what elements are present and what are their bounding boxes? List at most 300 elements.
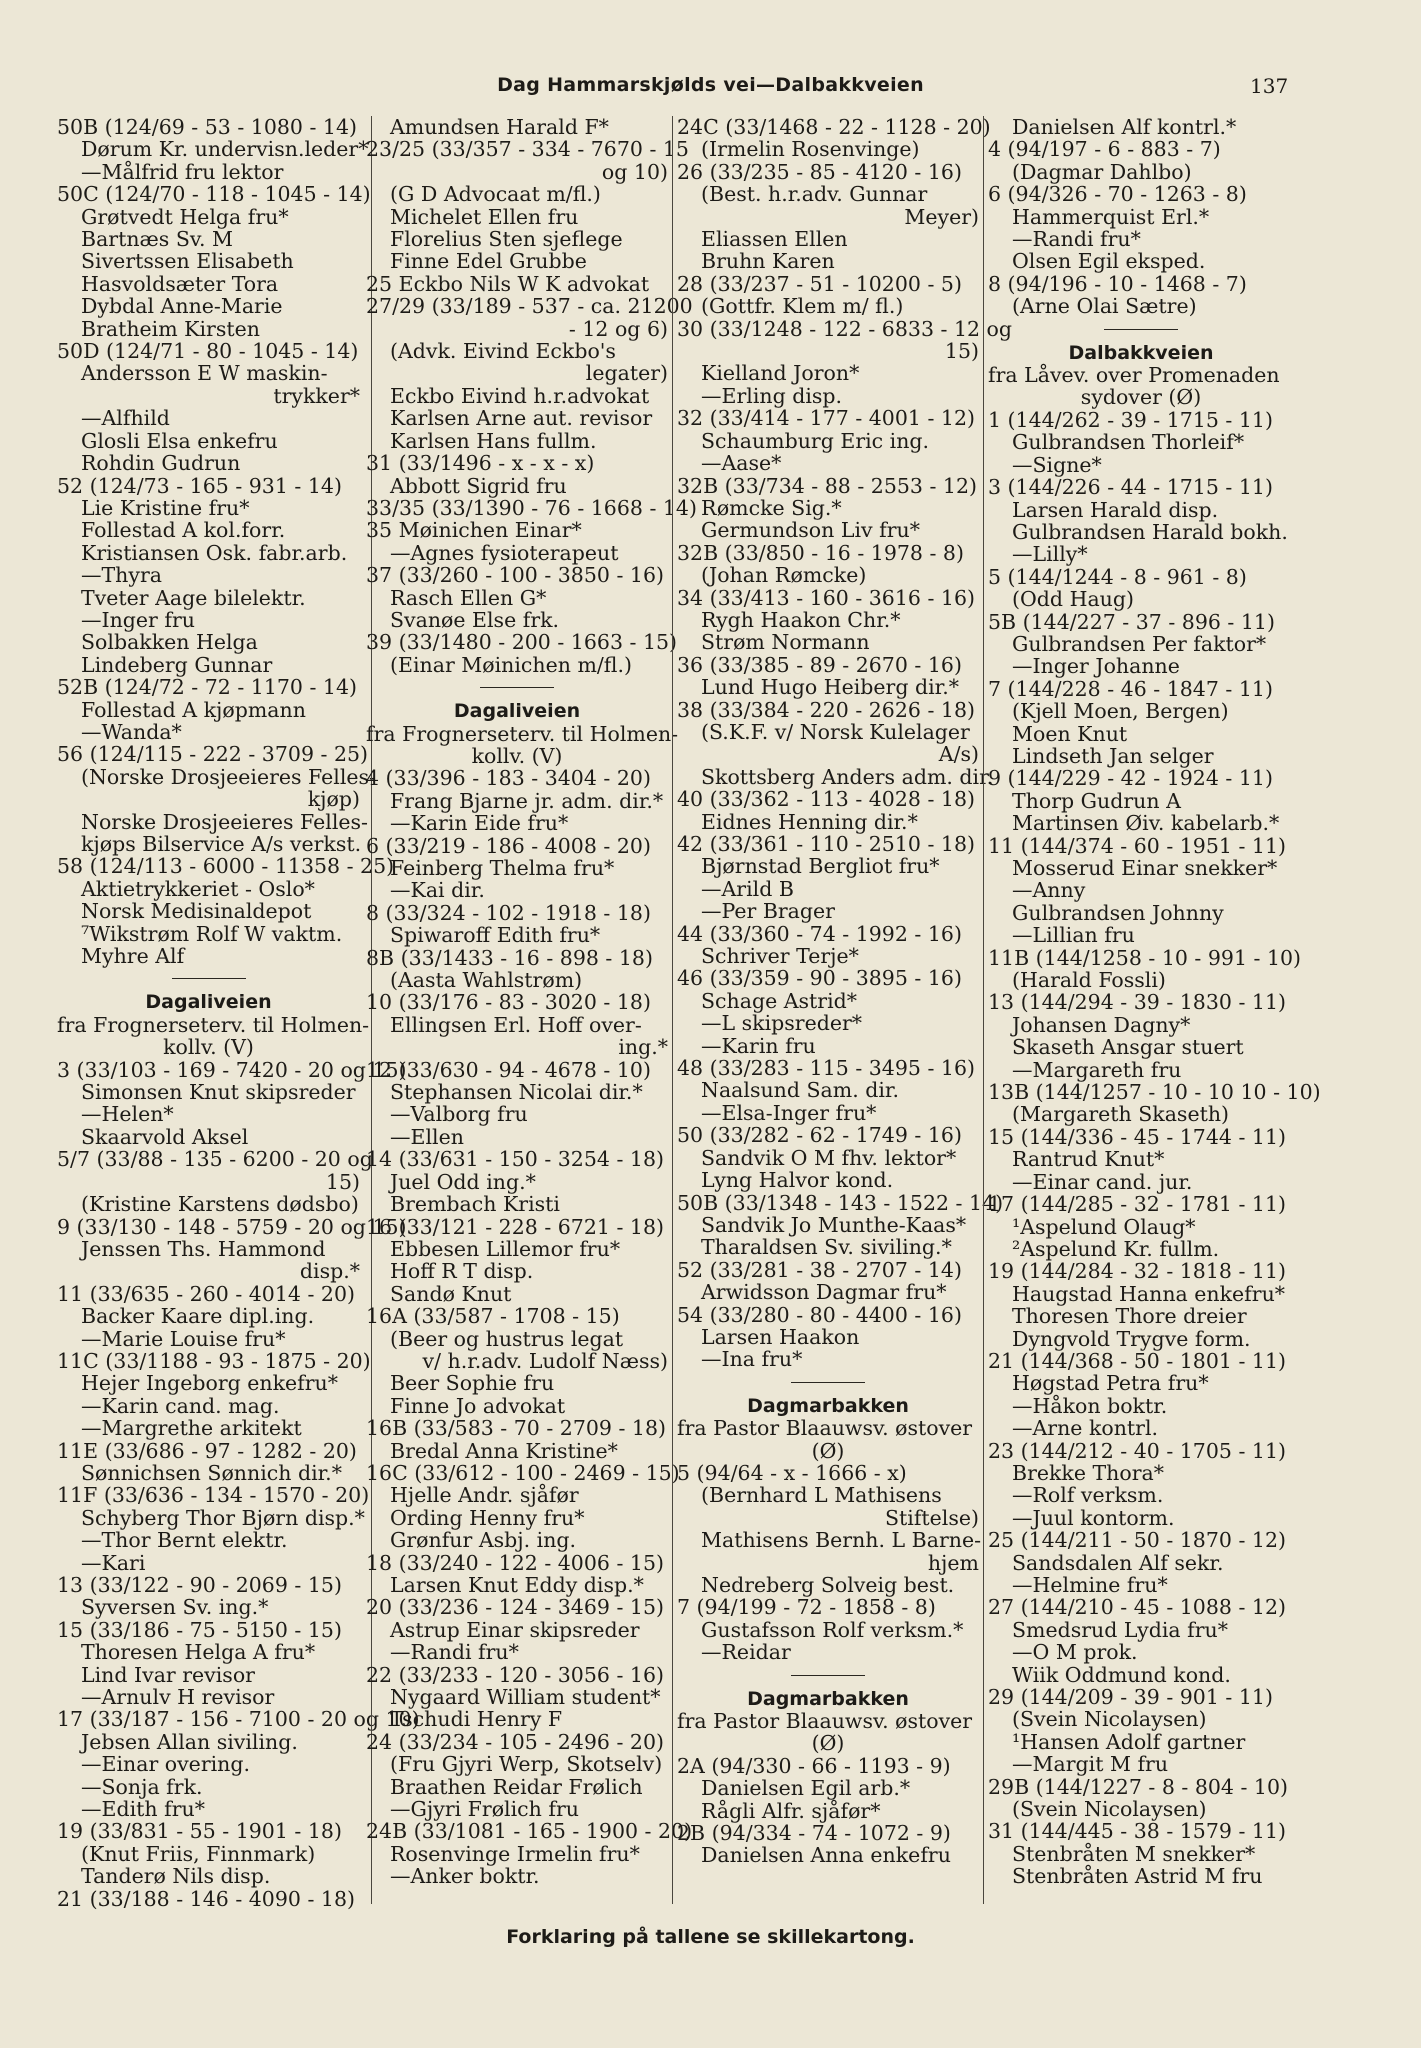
section-divider: [1104, 329, 1178, 330]
directory-line: (Irmelin Rosenvinge): [701, 137, 920, 162]
column-4: [988, 115, 1321, 1906]
directory-line: Kielland Joron*: [701, 361, 860, 386]
page-number: 137: [1250, 74, 1289, 98]
directory-line: Schyberg Thor Bjørn disp.*: [81, 1505, 365, 1530]
directory-line: —Juul kontorm.: [1012, 1505, 1175, 1530]
directory-line: Amundsen Harald F*: [390, 115, 609, 139]
directory-line: 50B (124/69 - 53 - 1080 - 14): [57, 115, 358, 139]
directory-line: 34 (33/413 - 160 - 3616 - 16): [677, 585, 975, 610]
directory-line: —Margareth fru: [1012, 1057, 1182, 1082]
directory-line: Sandø Knut: [390, 1281, 512, 1306]
directory-line: 14 (33/631 - 150 - 3254 - 18): [366, 1147, 664, 1172]
directory-line: 11F (33/636 - 134 - 1570 - 20): [57, 1483, 370, 1508]
directory-line: 20 (33/236 - 124 - 3469 - 15): [366, 1595, 664, 1620]
directory-line: 29B (144/1227 - 8 - 804 - 10): [988, 1774, 1289, 1799]
directory-line: Kristiansen Osk. fabr.arb.: [81, 540, 348, 565]
directory-line: —Randi fru*: [390, 1640, 519, 1665]
directory-line: kjøp): [307, 787, 360, 812]
directory-line: Bredal Anna Kristine*: [390, 1438, 618, 1463]
directory-line: (Beer og hustrus legat: [390, 1326, 624, 1351]
directory-line: (Bernhard L Mathisens: [701, 1483, 942, 1508]
directory-line: hjem: [927, 1550, 979, 1575]
directory-line: Nygaard William student*: [390, 1685, 661, 1710]
directory-line: Sandsdalen Alf sekr.: [1012, 1550, 1224, 1575]
directory-line: Glosli Elsa enkefru: [81, 428, 278, 453]
directory-line: Tanderø Nils disp.: [81, 1864, 271, 1889]
directory-line: 32B (33/734 - 88 - 2553 - 12): [677, 473, 978, 498]
directory-line: Sivertssen Elisabeth: [81, 249, 294, 274]
directory-line: 35 Møinichen Einar*: [366, 518, 582, 543]
directory-line: Dørum Kr. undervisn.leder*: [81, 137, 369, 162]
directory-line: Dyngvold Trygve form.: [1012, 1326, 1251, 1351]
page-title: Dag Hammarskjølds vei—Dalbakkveien: [497, 74, 924, 96]
directory-line: Michelet Ellen fru: [390, 204, 579, 229]
directory-line: —Anny: [1012, 878, 1086, 903]
column-divider: [983, 116, 984, 1904]
directory-line: 15 (33/186 - 75 - 5150 - 15): [57, 1617, 342, 1642]
directory-line: v/ h.r.adv. Ludolf Næss): [422, 1348, 668, 1373]
directory-line: fra Pastor Blaauwsv. østover: [677, 1709, 973, 1734]
directory-line: —Marie Louise fru*: [81, 1326, 286, 1351]
directory-line: 23/25 (33/357 - 334 - 7670 - 15: [366, 137, 689, 162]
directory-line: Thorp Gudrun A: [1012, 788, 1181, 813]
directory-line: Bjørnstad Bergliot fru*: [701, 854, 940, 879]
directory-line: sydover (Ø): [1080, 385, 1202, 410]
directory-line: (Ø): [811, 1438, 845, 1463]
directory-line: 38 (33/384 - 220 - 2626 - 18): [677, 697, 975, 722]
directory-line: 25 Eckbo Nils W K advokat: [366, 271, 650, 296]
directory-line: Sandvik O M fhv. lektor*: [701, 1145, 957, 1170]
directory-line: 6 (94/326 - 70 - 1263 - 8): [988, 182, 1247, 207]
directory-line: 36 (33/385 - 89 - 2670 - 16): [677, 652, 962, 677]
directory-line: Smedsrud Lydia fru*: [1012, 1617, 1228, 1642]
directory-line: Mathisens Bernh. L Barne-: [701, 1528, 982, 1553]
directory-line: A/s): [938, 742, 979, 767]
directory-line: (Norske Drosjeeieres Felles-: [81, 764, 376, 789]
directory-line: —Wanda*: [81, 719, 182, 744]
directory-line: Syversen Sv. ing.*: [81, 1595, 269, 1620]
directory-line: (Ø): [811, 1731, 845, 1756]
directory-line: 16 (33/121 - 228 - 6721 - 18): [366, 1214, 664, 1239]
directory-line: Lie Kristine fru*: [81, 495, 250, 520]
directory-line: 2B (94/334 - 74 - 1072 - 9): [677, 1821, 951, 1846]
directory-line: 4 (33/396 - 183 - 3404 - 20): [366, 766, 651, 791]
directory-line: 26 (33/235 - 85 - 4120 - 16): [677, 159, 962, 184]
directory-line: 19 (33/831 - 55 - 1901 - 18): [57, 1819, 342, 1844]
directory-line: (Fru Gjyri Werp, Skotselv): [390, 1752, 663, 1777]
directory-line: —Rolf verksm.: [1012, 1483, 1164, 1508]
directory-line: 7 (144/228 - 46 - 1847 - 11): [988, 676, 1273, 701]
directory-line: Brembach Kristi: [390, 1192, 560, 1217]
directory-line: (Knut Friis, Finnmark): [81, 1841, 316, 1866]
directory-line: kollv. (V): [471, 743, 563, 768]
directory-line: Svanøe Else frk.: [390, 607, 560, 632]
directory-line: 30 (33/1248 - 122 - 6833 - 12 og: [677, 316, 1013, 341]
directory-line: 56 (124/115 - 222 - 3709 - 25): [57, 742, 369, 767]
directory-line: —Karin cand. mag.: [81, 1393, 280, 1418]
directory-line: 54 (33/280 - 80 - 4400 - 16): [677, 1302, 962, 1327]
directory-line: Rantrud Knut*: [1012, 1147, 1165, 1172]
directory-line: —Ina fru*: [701, 1347, 803, 1372]
directory-line: 19 (144/284 - 32 - 1818 - 11): [988, 1259, 1286, 1284]
directory-line: Beer Sophie fru: [390, 1371, 555, 1396]
directory-line: (Advk. Eivind Eckbo's: [390, 339, 616, 364]
directory-line: Finne Jo advokat: [390, 1393, 566, 1418]
directory-line: (Aasta Wahlstrøm): [390, 968, 583, 993]
directory-line: Grøtvedt Helga fru*: [81, 204, 289, 229]
directory-line: trykker*: [273, 383, 360, 408]
directory-line: ⁷Wikstrøm Rolf W vaktm.: [81, 921, 343, 946]
directory-line: Lindseth Jan selger: [1012, 743, 1214, 768]
directory-line: Florelius Sten sjeflege: [390, 227, 623, 252]
directory-line: —Margrethe arkitekt: [81, 1416, 302, 1441]
directory-line: Johansen Dagny*: [1012, 1012, 1191, 1037]
column-3: [677, 115, 1013, 1906]
directory-line: 40 (33/362 - 113 - 4028 - 18): [677, 787, 975, 812]
directory-line: Aktietrykkeriet - Oslo*: [81, 876, 315, 901]
directory-line: —Lilly*: [1012, 542, 1088, 567]
directory-line: 17 (144/285 - 32 - 1781 - 11): [988, 1192, 1286, 1217]
directory-line: 17 (33/187 - 156 - 7100 - 20 og 10): [57, 1707, 420, 1732]
directory-line: Sønnichsen Sønnich dir.*: [81, 1460, 342, 1485]
directory-line: 8B (33/1433 - 16 - 898 - 18): [366, 945, 653, 970]
directory-line: —Håkon boktr.: [1012, 1393, 1168, 1418]
directory-line: —Karin Eide fru*: [390, 811, 569, 836]
directory-line: Rasch Ellen G*: [390, 585, 547, 610]
directory-line: 11 (33/635 - 260 - 4014 - 20): [57, 1281, 355, 1306]
directory-line: Germundson Liv fru*: [701, 518, 920, 543]
directory-line: —Gjyri Frølich fru: [390, 1797, 579, 1822]
directory-line: Solbakken Helga: [81, 630, 258, 655]
directory-line: 23 (144/212 - 40 - 1705 - 11): [988, 1438, 1286, 1463]
directory-line: 52B (124/72 - 72 - 1170 - 14): [57, 675, 358, 700]
directory-line: 11E (33/686 - 97 - 1282 - 20): [57, 1438, 357, 1463]
directory-line: fra Pastor Blaauwsv. østover: [677, 1416, 973, 1441]
directory-line: Tschudi Henry F: [390, 1707, 563, 1732]
directory-line: 44 (33/360 - 74 - 1992 - 16): [677, 921, 962, 946]
column-1: [57, 115, 420, 1911]
directory-line: 50D (124/71 - 80 - 1045 - 14): [57, 339, 359, 364]
directory-line: —Erling disp.: [701, 383, 843, 408]
directory-line: 2A (94/330 - 66 - 1193 - 9): [677, 1753, 951, 1778]
directory-line: —Arnulv H revisor: [81, 1685, 275, 1710]
directory-line: —Ellen: [390, 1124, 464, 1149]
directory-line: Hejer Ingeborg enkefru*: [81, 1371, 339, 1396]
directory-line: ²Aspelund Kr. fullm.: [1012, 1236, 1220, 1261]
directory-line: Frang Bjarne jr. adm. dir.*: [390, 788, 664, 813]
directory-line: Olsen Egil eksped.: [1012, 249, 1206, 274]
directory-line: —Agnes fysioterapeut: [390, 540, 619, 565]
directory-line: 24 (33/234 - 105 - 2496 - 20): [366, 1729, 664, 1754]
directory-line: Gulbrandsen Harald bokh.: [1012, 519, 1288, 544]
directory-line: Sandvik Jo Munthe-Kaas*: [701, 1212, 967, 1237]
directory-line: Strøm Normann: [701, 630, 870, 655]
directory-line: 13 (33/122 - 90 - 2069 - 15): [57, 1573, 342, 1597]
directory-line: Backer Kaare dipl.ing.: [81, 1304, 315, 1329]
directory-line: 5/7 (33/88 - 135 - 6200 - 20 og: [57, 1147, 373, 1172]
directory-line: Lindeberg Gunnar: [81, 652, 273, 677]
directory-line: 32B (33/850 - 16 - 1978 - 8): [677, 540, 964, 565]
directory-line: —Helmine fru*: [1012, 1573, 1168, 1597]
directory-line: Arwidsson Dagmar fru*: [701, 1280, 947, 1305]
directory-line: 9 (33/130 - 148 - 5759 - 20 og 15): [57, 1214, 407, 1239]
directory-line: Eckbo Eivind h.r.advokat: [390, 383, 650, 408]
directory-line: —Thyra: [81, 563, 162, 588]
directory-line: Larsen Harald disp.: [1012, 497, 1219, 522]
section-divider: [480, 687, 554, 688]
directory-line: —Inger fru: [81, 607, 195, 632]
directory-line: Hoff R T disp.: [390, 1259, 534, 1284]
directory-line: (Einar Møinichen m/fl.): [390, 652, 632, 677]
directory-line: 50 (33/282 - 62 - 1749 - 16): [677, 1123, 962, 1148]
directory-line: Gustafsson Rolf verksm.*: [701, 1617, 964, 1642]
directory-line: 11C (33/1188 - 93 - 1875 - 20): [57, 1348, 371, 1373]
directory-line: 12 (33/630 - 94 - 4678 - 10): [366, 1057, 651, 1082]
directory-line: (G D Advocaat m/fl.): [390, 182, 601, 207]
directory-line: Lund Hugo Heiberg dir.*: [701, 675, 959, 700]
directory-line: Grønfur Asbj. ing.: [390, 1528, 577, 1553]
directory-line: 9 (144/229 - 42 - 1924 - 11): [988, 766, 1273, 791]
directory-line: —Einar overing.: [81, 1752, 251, 1777]
directory-line: Rosenvinge Irmelin fru*: [390, 1841, 640, 1866]
directory-line: 52 (124/73 - 165 - 931 - 14): [57, 473, 342, 498]
directory-line: 33/35 (33/1390 - 76 - 1668 - 14): [366, 495, 697, 520]
directory-line: 25 (144/211 - 50 - 1870 - 12): [988, 1528, 1286, 1553]
directory-line: (Johan Rømcke): [701, 563, 867, 588]
directory-line: Finne Edel Grubbe: [390, 249, 587, 274]
directory-line: 15 (144/336 - 45 - 1744 - 11): [988, 1124, 1286, 1149]
directory-line: 8 (33/324 - 102 - 1918 - 18): [366, 900, 651, 925]
directory-line: Ellingsen Erl. Hoff over-: [390, 1012, 642, 1037]
directory-line: kjøps Bilservice A/s verkst.: [81, 832, 362, 856]
directory-line: Gulbrandsen Per faktor*: [1012, 631, 1267, 656]
directory-line: Schage Astrid*: [701, 988, 858, 1013]
directory-line: 24B (33/1081 - 165 - 1900 - 20): [366, 1819, 693, 1844]
directory-line: —Aase*: [701, 451, 782, 476]
directory-line: 11B (144/1258 - 10 - 991 - 10): [988, 945, 1302, 970]
directory-line: Schriver Terje*: [701, 944, 859, 969]
directory-line: Rygh Haakon Chr.*: [701, 607, 901, 632]
directory-line: (Harald Fossli): [1012, 968, 1166, 993]
directory-line: 13B (144/1257 - 10 - 10 10 - 10): [988, 1080, 1321, 1105]
directory-line: kollv. (V): [163, 1035, 254, 1060]
directory-line: 27/29 (33/189 - 537 - ca. 21200: [366, 294, 693, 319]
directory-line: —Helen*: [81, 1102, 174, 1127]
directory-line: Norsk Medisinaldepot: [81, 899, 312, 924]
directory-line: Gulbrandsen Johnny: [1012, 900, 1224, 925]
directory-line: Spiwaroff Edith fru*: [390, 923, 601, 948]
directory-line: Follestad A kjøpmann: [81, 697, 306, 722]
directory-line: Skaarvold Aksel: [81, 1124, 249, 1149]
directory-line: Ebbesen Lillemor fru*: [390, 1236, 621, 1261]
directory-line: Hjelle Andr. sjåfør: [390, 1483, 579, 1508]
directory-line: Feinberg Thelma fru*: [390, 856, 615, 880]
directory-line: 42 (33/361 - 110 - 2510 - 18): [677, 832, 975, 856]
directory-line: Ording Henny fru*: [390, 1505, 585, 1530]
directory-line: ing.*: [618, 1035, 668, 1060]
directory-line: 48 (33/283 - 115 - 3495 - 16): [677, 1056, 975, 1081]
directory-line: Hammerquist Erl.*: [1012, 204, 1210, 229]
directory-line: —Signe*: [1012, 452, 1102, 477]
directory-line: Eidnes Henning dir.*: [701, 809, 918, 834]
directory-line: Karlsen Hans fullm.: [390, 428, 597, 453]
directory-line: Danielsen Egil arb.*: [701, 1776, 911, 1801]
directory-line: 3 (33/103 - 169 - 7420 - 20 og 15): [57, 1057, 407, 1082]
directory-line: 28 (33/237 - 51 - 10200 - 5): [677, 271, 962, 296]
directory-line: Hasvoldsæter Tora: [81, 271, 279, 296]
directory-line: —Kari: [81, 1550, 146, 1575]
directory-line: 6 (33/219 - 186 - 4008 - 20): [366, 833, 651, 858]
directory-line: Rågli Alfr. sjåfør*: [701, 1798, 881, 1823]
directory-line: —Edith fru*: [81, 1797, 205, 1822]
directory-line: —Thor Bernt elektr.: [81, 1528, 288, 1553]
directory-line: Eliassen Ellen: [701, 227, 848, 252]
directory-line: 27 (144/210 - 45 - 1088 - 12): [988, 1595, 1286, 1620]
directory-line: 7 (94/199 - 72 - 1858 - 8): [677, 1595, 936, 1620]
directory-line: Martinsen Øiv. kabelarb.*: [1012, 811, 1280, 836]
directory-line: —Sonja frk.: [81, 1774, 203, 1799]
directory-line: Myhre Alf: [81, 944, 185, 969]
directory-line: Larsen Haakon: [701, 1324, 860, 1349]
directory-line: ¹Aspelund Olaug*: [1012, 1214, 1196, 1239]
directory-line: legater): [585, 361, 668, 386]
directory-line: —Målfrid fru lektor: [81, 159, 284, 184]
directory-line: Rømcke Sig.*: [701, 495, 842, 520]
directory-line: Meyer): [904, 204, 979, 229]
directory-line: Tveter Aage bilelektr.: [81, 585, 306, 610]
directory-line: disp.*: [299, 1259, 360, 1284]
directory-line: Skaseth Ansgar stuert: [1012, 1035, 1244, 1060]
directory-line: Norske Drosjeeieres Felles-: [81, 809, 368, 834]
directory-line: Jebsen Allan siviling.: [81, 1729, 298, 1754]
directory-line: Astrup Einar skipsreder: [390, 1617, 640, 1642]
directory-line: Danielsen Alf kontrl.*: [1012, 115, 1237, 139]
directory-line: (Arne Olai Sætre): [1012, 294, 1197, 319]
directory-line: —Karin fru: [701, 1033, 816, 1058]
directory-line: Lyng Halvor kond.: [701, 1168, 894, 1193]
directory-line: Karlsen Arne aut. revisor: [390, 406, 653, 431]
street-heading: Dagaliveien: [145, 991, 272, 1014]
directory-line: Follestad A kol.forr.: [81, 518, 286, 543]
directory-line: 37 (33/260 - 100 - 3850 - 16): [366, 563, 664, 588]
directory-line: fra Frognerseterv. til Holmen-: [366, 721, 679, 746]
directory-line: Bruhn Karen: [701, 249, 835, 274]
directory-line: 29 (144/209 - 39 - 901 - 11): [988, 1685, 1273, 1710]
column-2: [366, 115, 697, 1906]
directory-line: —Per Brager: [701, 899, 835, 924]
directory-line: —Einar cand. jur.: [1012, 1169, 1193, 1194]
column-divider: [672, 116, 673, 1904]
directory-line: 5 (144/1244 - 8 - 961 - 8): [988, 564, 1247, 589]
directory-line: 1 (144/262 - 39 - 1715 - 11): [988, 407, 1273, 432]
directory-line: 16C (33/612 - 100 - 2469 - 15): [366, 1460, 680, 1485]
directory-line: Haugstad Hanna enkefru*: [1012, 1281, 1286, 1306]
directory-line: (Margareth Skaseth): [1012, 1102, 1230, 1127]
directory-line: 58 (124/113 - 6000 - 11358 - 25): [57, 854, 395, 879]
directory-line: 31 (144/445 - 38 - 1579 - 11): [988, 1819, 1286, 1844]
directory-line: (S.K.F. v/ Norsk Kulelager: [701, 719, 970, 744]
street-heading: Dagmarbakken: [747, 1687, 909, 1710]
directory-line: Naalsund Sam. dir.: [701, 1078, 899, 1103]
directory-line: Andersson E W maskin-: [81, 361, 328, 386]
directory-line: (Odd Haug): [1012, 587, 1134, 612]
section-divider: [172, 978, 246, 979]
directory-line: Stephansen Nicolai dir.*: [390, 1080, 643, 1105]
directory-line: 50C (124/70 - 118 - 1045 - 14): [57, 182, 371, 207]
directory-line: Wiik Oddmund kond.: [1012, 1662, 1231, 1687]
directory-line: —O M prok.: [1012, 1640, 1138, 1665]
directory-line: Abbott Sigrid fru: [390, 473, 567, 498]
directory-line: —Arild B: [701, 876, 794, 901]
section-divider: [791, 1382, 865, 1383]
directory-line: Mosserud Einar snekker*: [1012, 856, 1278, 880]
directory-line: Høgstad Petra fru*: [1012, 1371, 1209, 1396]
directory-line: —Alfhild: [81, 406, 170, 431]
directory-line: Rohdin Gudrun: [81, 451, 241, 476]
directory-line: (Best. h.r.adv. Gunnar: [701, 182, 928, 207]
directory-line: Stenbråten M snekker*: [1012, 1841, 1256, 1866]
footer-note: Forklaring på tallene se skillekartong.: [506, 1926, 915, 1948]
directory-line: 8 (94/196 - 10 - 1468 - 7): [988, 271, 1247, 296]
directory-line: 31 (33/1496 - x - x - x): [366, 451, 595, 476]
directory-line: ¹Hansen Adolf gartner: [1012, 1729, 1246, 1754]
directory-line: Tharaldsen Sv. siviling.*: [701, 1235, 952, 1260]
directory-line: (Kjell Moen, Bergen): [1012, 699, 1229, 724]
directory-line: Jenssen Ths. Hammond: [81, 1236, 326, 1261]
directory-line: 24C (33/1468 - 22 - 1128 - 20): [677, 115, 991, 139]
section-divider: [791, 1675, 865, 1676]
directory-line: 21 (33/188 - 146 - 4090 - 18): [57, 1886, 355, 1911]
directory-line: Thoresen Thore dreier: [1012, 1304, 1247, 1329]
directory-line: 39 (33/1480 - 200 - 1663 - 15): [366, 630, 678, 655]
directory-line: 5 (94/64 - x - 1666 - x): [677, 1460, 907, 1485]
directory-line: 15): [325, 1169, 360, 1194]
directory-line: —Valborg fru: [390, 1102, 528, 1127]
directory-line: —Elsa-Inger fru*: [701, 1100, 877, 1125]
directory-line: 22 (33/233 - 120 - 3056 - 16): [366, 1662, 664, 1687]
directory-line: Larsen Knut Eddy disp.*: [390, 1573, 644, 1597]
directory-line: (Dagmar Dahlbo): [1012, 159, 1192, 184]
directory-line: —Lillian fru: [1012, 923, 1135, 948]
directory-line: 16B (33/583 - 70 - 2709 - 18): [366, 1416, 667, 1441]
directory-line: Dybdal Anne-Marie: [81, 294, 283, 319]
directory-line: Simonsen Knut skipsreder: [81, 1080, 356, 1105]
directory-line: Lind Ivar revisor: [81, 1662, 255, 1687]
street-heading: Dalbakkveien: [1068, 341, 1214, 364]
directory-line: Schaumburg Eric ing.: [701, 428, 930, 453]
directory-line: Danielsen Anna enkefru: [701, 1843, 951, 1868]
directory-line: 18 (33/240 - 122 - 4006 - 15): [366, 1550, 664, 1575]
directory-line: (Svein Nicolaysen): [1012, 1707, 1207, 1732]
directory-line: —Reidar: [701, 1640, 791, 1665]
directory-line: 46 (33/359 - 90 - 3895 - 16): [677, 966, 962, 991]
directory-line: 4 (94/197 - 6 - 883 - 7): [988, 137, 1221, 162]
directory-line: - 12 og 6): [568, 316, 668, 341]
directory-line: Brekke Thora*: [1012, 1460, 1164, 1485]
directory-line: Gulbrandsen Thorleif*: [1012, 430, 1245, 455]
directory-line: 21 (144/368 - 50 - 1801 - 11): [988, 1348, 1286, 1373]
directory-line: Bartnæs Sv. M: [81, 227, 234, 252]
directory-line: Juel Odd ing.*: [390, 1169, 536, 1194]
directory-line: Thoresen Helga A fru*: [81, 1640, 316, 1665]
directory-line: Braathen Reidar Frølich: [390, 1774, 643, 1799]
directory-line: —Inger Johanne: [1012, 654, 1180, 679]
directory-line: —Randi fru*: [1012, 227, 1141, 252]
directory-line: fra Frognerseterv. til Holmen-: [57, 1012, 370, 1037]
directory-line: 10 (33/176 - 83 - 3020 - 18): [366, 990, 651, 1015]
directory-line: Skottsberg Anders adm. dir.: [701, 764, 994, 789]
directory-line: 52 (33/281 - 38 - 2707 - 14): [677, 1257, 962, 1282]
